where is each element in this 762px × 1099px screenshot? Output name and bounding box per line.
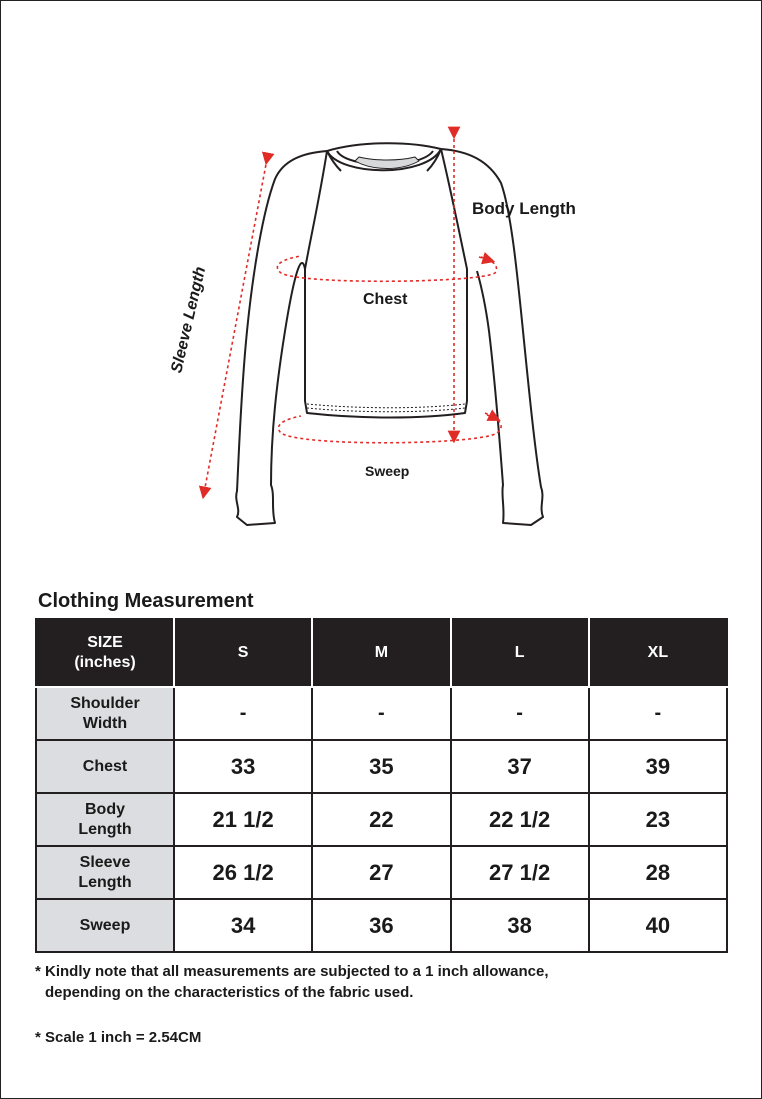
garment-diagram bbox=[1, 1, 762, 561]
row-label-cell bbox=[36, 687, 174, 740]
value-cell: 39 bbox=[589, 740, 727, 793]
table-header-row bbox=[36, 619, 727, 687]
row-label-line2: Length bbox=[78, 820, 132, 838]
table-row bbox=[36, 740, 727, 793]
value-cell: 35 bbox=[312, 740, 450, 793]
value-cell: 38 bbox=[451, 899, 589, 952]
value-cell: 21 1/2 bbox=[174, 793, 312, 846]
table-row bbox=[36, 687, 727, 740]
sleeve-length-label: Sleeve Length bbox=[168, 265, 210, 375]
value-cell: - bbox=[174, 687, 312, 740]
size-header-cell bbox=[36, 619, 174, 687]
table-row bbox=[36, 899, 727, 952]
row-label-cell bbox=[36, 740, 174, 793]
value-cell: - bbox=[312, 687, 450, 740]
allowance-note bbox=[35, 961, 549, 1003]
row-label-line1: Chest bbox=[82, 757, 128, 775]
sweep-label: Sweep bbox=[365, 463, 410, 479]
row-label-line1: Body bbox=[85, 800, 125, 818]
section-title: Clothing Measurement bbox=[38, 590, 254, 612]
table-row bbox=[36, 846, 727, 899]
row-label-cell bbox=[36, 846, 174, 899]
value-cell: 33 bbox=[174, 740, 312, 793]
size-header-line2: (inches) bbox=[74, 654, 136, 671]
value-cell: 34 bbox=[174, 899, 312, 952]
value-cell: 37 bbox=[451, 740, 589, 793]
row-label-line1: Sweep bbox=[79, 916, 131, 934]
body-length-label: Body Length bbox=[472, 199, 576, 218]
size-header-line1: SIZE bbox=[87, 634, 123, 651]
size-col-header: L bbox=[451, 619, 589, 687]
row-label-cell bbox=[36, 793, 174, 846]
value-cell: 27 1/2 bbox=[451, 846, 589, 899]
size-col-header: XL bbox=[589, 619, 727, 687]
value-cell: 36 bbox=[312, 899, 450, 952]
value-cell: 28 bbox=[589, 846, 727, 899]
measurement-table bbox=[35, 618, 728, 953]
row-label-line1: Shoulder bbox=[70, 694, 140, 712]
value-cell: 22 bbox=[312, 793, 450, 846]
scale-note: * Scale 1 inch = 2.54CM bbox=[35, 1029, 202, 1046]
allowance-note-line2: depending on the characteristics of the fabric used. bbox=[45, 984, 414, 1001]
table-row bbox=[36, 793, 727, 846]
value-cell: 22 1/2 bbox=[451, 793, 589, 846]
allowance-note-line1: * Kindly note that all measurements are subjected to a 1 inch allowance, bbox=[35, 963, 549, 980]
value-cell: 40 bbox=[589, 899, 727, 952]
chest-label: Chest bbox=[363, 291, 408, 308]
row-label-line2: Width bbox=[82, 714, 128, 732]
value-cell: - bbox=[451, 687, 589, 740]
row-label-line2: Length bbox=[78, 873, 132, 891]
row-label-cell bbox=[36, 899, 174, 952]
size-col-header: M bbox=[312, 619, 450, 687]
row-label-line1: Sleeve bbox=[79, 853, 131, 871]
value-cell: 27 bbox=[312, 846, 450, 899]
value-cell: 26 1/2 bbox=[174, 846, 312, 899]
value-cell: 23 bbox=[589, 793, 727, 846]
size-col-header: S bbox=[174, 619, 312, 687]
value-cell: - bbox=[589, 687, 727, 740]
